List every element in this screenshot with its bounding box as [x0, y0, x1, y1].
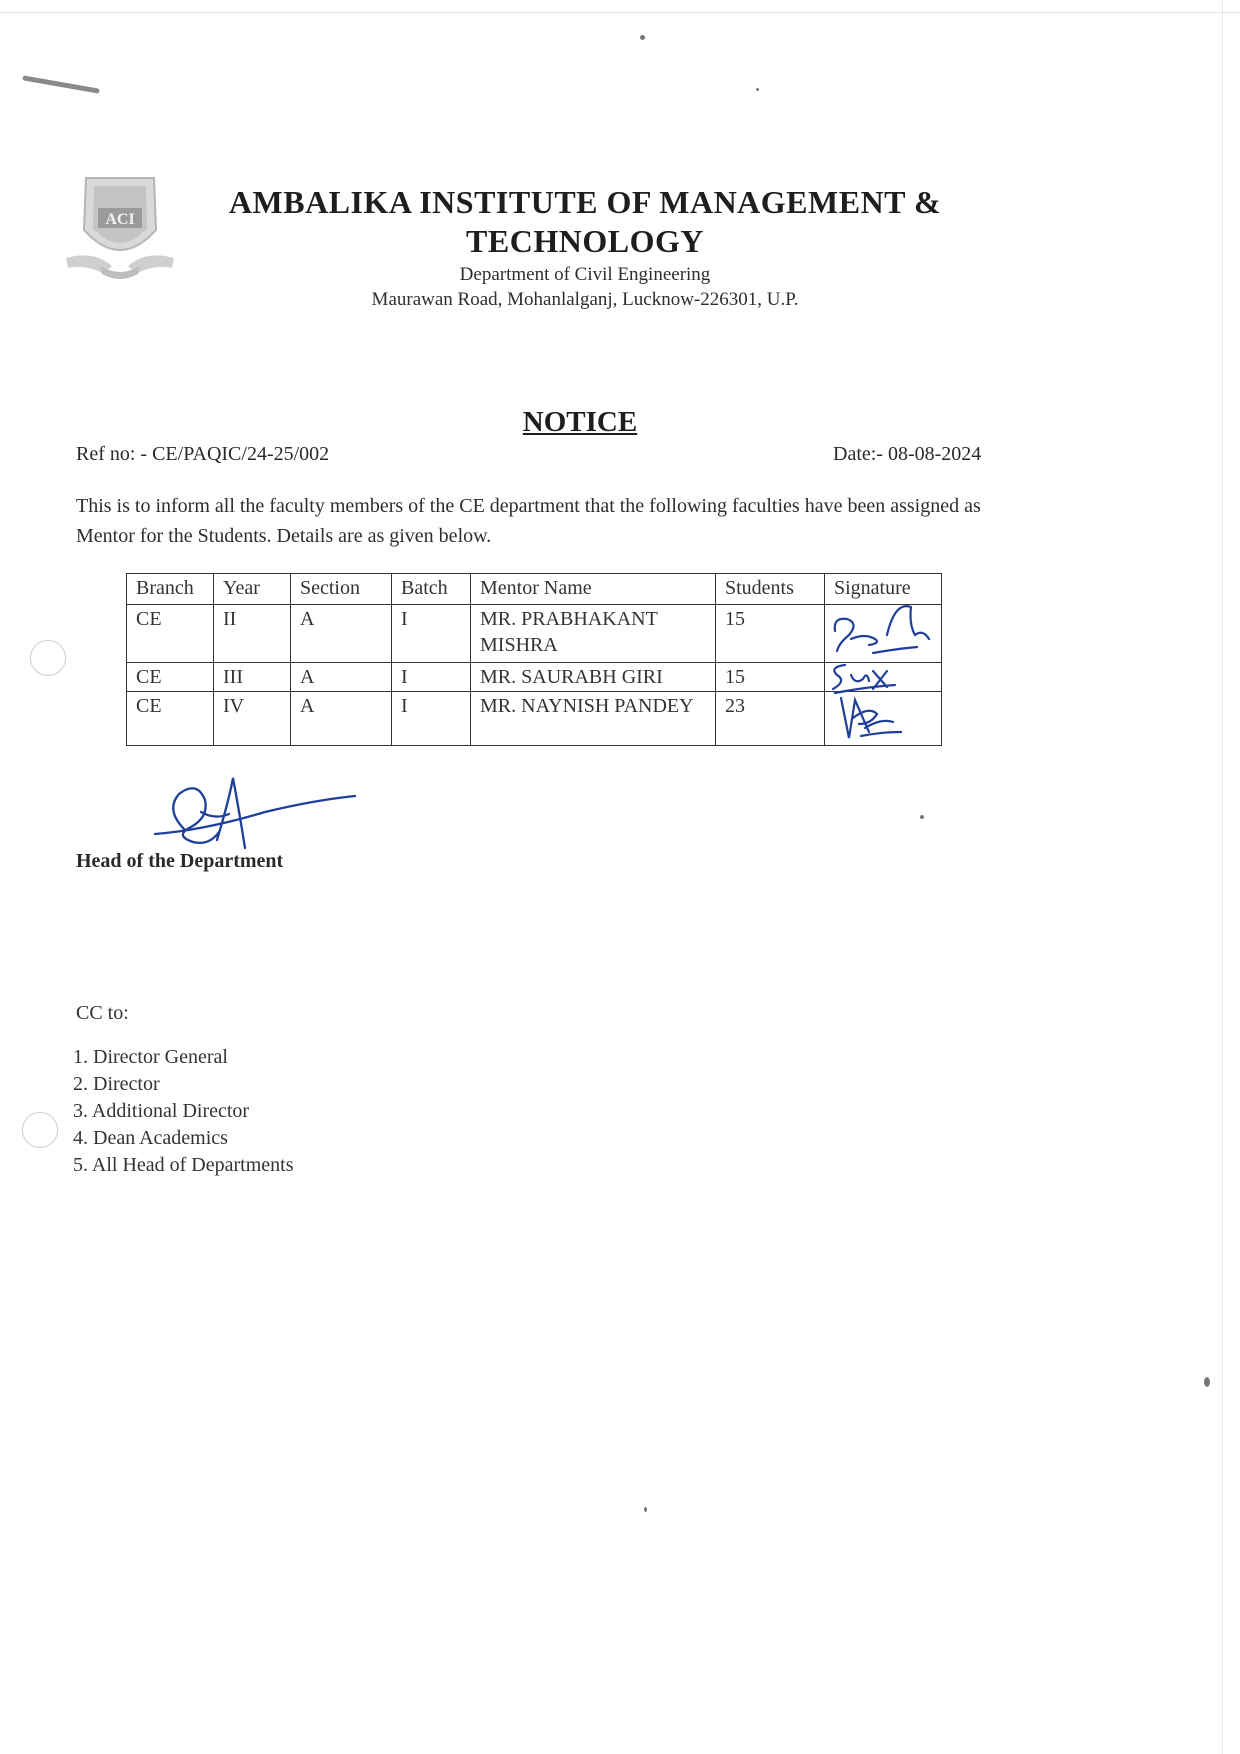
- cc-item: 2. Director: [73, 1073, 160, 1095]
- cc-item: 4. Dean Academics: [73, 1127, 228, 1149]
- mentor-signature: [825, 595, 941, 665]
- batch-cell: I: [392, 605, 471, 663]
- institute-name-line2: TECHNOLOGY: [466, 223, 704, 259]
- column-header: Section: [291, 574, 392, 605]
- hod-label: Head of the Department: [76, 850, 284, 872]
- table-row: [127, 663, 942, 692]
- staple-mark: [22, 75, 100, 93]
- notice-date: Date:- 08-08-2024: [833, 443, 982, 465]
- batch-cell: I: [392, 692, 471, 746]
- logo-text: ACI: [105, 211, 135, 228]
- cc-item: 3. Additional Director: [73, 1100, 250, 1122]
- mentor-name-cell: MR. PRABHAKANT MISHRA: [471, 605, 716, 663]
- department-name: Department of Civil Engineering: [459, 264, 711, 285]
- mentor-table: [126, 573, 942, 746]
- institute-name-line1: AMBALIKA INSTITUTE OF MANAGEMENT &: [228, 184, 942, 220]
- section-cell: A: [291, 692, 392, 746]
- mentor-name-cell: MR. SAURABH GIRI: [471, 663, 716, 692]
- cc-item: 5. All Head of Departments: [73, 1154, 294, 1176]
- cc-item: 1. Director General: [73, 1046, 228, 1068]
- branch-cell: CE: [127, 605, 214, 663]
- students-cell: 23: [716, 692, 825, 746]
- column-header: Mentor Name: [471, 574, 716, 605]
- notice-body: This is to inform all the faculty members of the CE department that the following faculties have been assigned as Mentor for the Students. Details are as given below.: [76, 495, 981, 547]
- signature-cell: [825, 692, 942, 746]
- branch-cell: CE: [127, 663, 214, 692]
- column-header: Branch: [127, 574, 214, 605]
- table-row: [127, 605, 942, 663]
- speck: [644, 1507, 647, 1512]
- section-cell: A: [291, 605, 392, 663]
- mentor-name-cell: MR. NAYNISH PANDEY: [471, 692, 716, 746]
- cc-label: CC to:: [76, 1002, 129, 1024]
- cc-list: [73, 1044, 294, 1179]
- scan-edge: [0, 12, 1240, 13]
- column-header: Signature: [825, 574, 942, 605]
- batch-cell: I: [392, 663, 471, 692]
- branch-cell: CE: [127, 692, 214, 746]
- column-header: Students: [716, 574, 825, 605]
- students-cell: 15: [716, 605, 825, 663]
- punch-hole: [30, 640, 66, 676]
- punch-hole: [22, 1112, 58, 1148]
- section-cell: A: [291, 663, 392, 692]
- mentor-signature: [825, 688, 941, 748]
- year-cell: III: [214, 663, 291, 692]
- year-cell: II: [214, 605, 291, 663]
- scan-edge: [1222, 0, 1223, 1754]
- column-header: Year: [214, 574, 291, 605]
- students-cell: 15: [716, 663, 825, 692]
- speck: [1204, 1377, 1210, 1387]
- year-cell: IV: [214, 692, 291, 746]
- column-header: Batch: [392, 574, 471, 605]
- institute-address: Maurawan Road, Mohanlalganj, Lucknow-226301, U.P.: [371, 289, 799, 310]
- speck: [640, 35, 645, 40]
- table-header-row: [127, 574, 942, 605]
- table-row: [127, 692, 942, 746]
- speck: [920, 815, 924, 819]
- signature-cell: [825, 605, 942, 663]
- speck: [756, 88, 759, 91]
- notice-title: NOTICE: [522, 406, 638, 438]
- institute-logo: [64, 170, 176, 288]
- reference-number: Ref no: - CE/PAQIC/24-25/002: [76, 443, 330, 465]
